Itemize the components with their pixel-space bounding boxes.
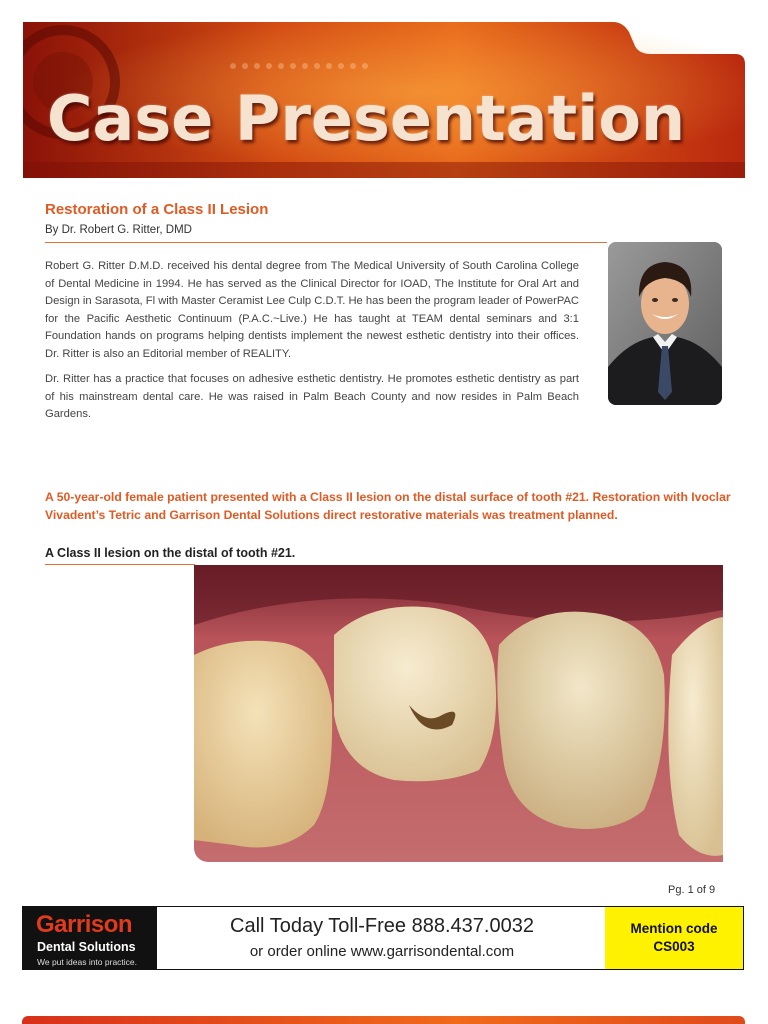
caption-divider (45, 564, 195, 565)
clinical-photo (194, 565, 723, 862)
banner-title: Case Presentation (47, 82, 686, 155)
logo-tagline: We put ideas into practice. (37, 957, 138, 967)
order-online-link[interactable]: or order online www.garrisondental.com (249, 943, 515, 960)
title-divider (45, 242, 607, 243)
garrison-logo (23, 907, 157, 969)
call-text: Call Today Toll-Free 888.437.0032 (230, 915, 534, 937)
author-bio (45, 258, 579, 432)
mention-code-box (605, 907, 743, 969)
author-portrait (608, 242, 722, 405)
logo-subtitle: Dental Solutions (37, 940, 136, 954)
mention-code-value: CS003 (653, 939, 695, 954)
header-banner (23, 22, 745, 178)
page-number: Pg. 1 of 9 (668, 884, 716, 896)
logo-brand: Garrison (36, 911, 133, 938)
figure-caption: A Class II lesion on the distal of tooth #21. (45, 546, 296, 560)
bottom-accent-bar (22, 1016, 745, 1024)
footer-advertisement (22, 906, 744, 970)
bio-paragraph: Robert G. Ritter D.M.D. received his dental degree from The Medical University of South Carolina College of Dental Medicine in 1994. He has served as the Clinical Director for IOAD, The Institute for Oral Art and Design in Sarasota, Fl with Master Ceramist Lee Culp C.D.T. He has been the program leader of PowerPAC for the Pacific Aesthetic Continuum (P.A.C.~Live.) He has taught at TEAM dental seminars and 3:1 Foundation hands on programs helping dentists implement the newest esthetic dentistry into their offices. Dr. Ritter is also an Editorial member of REALITY. (45, 260, 579, 360)
bio-paragraph: Dr. Ritter has a practice that focuses on adhesive esthetic dentistry. He promotes esthetic dentistry as part of his mainstream dental care. He was raised in Palm Beach County and now resides in Palm Beach Gardens. (45, 373, 579, 420)
byline: By Dr. Robert G. Ritter, DMD (45, 224, 192, 236)
article-title: Restoration of a Class II Lesion (45, 201, 269, 218)
case-intro: A 50-year-old female patient presented with a Class II lesion on the distal surface of tooth #21. Restoration with Ivoclar Vivadent’s Tetric and Garrison Dental Solutions direct restorative materials was treatment planned. (45, 490, 731, 522)
mention-code-label: Mention code (630, 921, 718, 936)
